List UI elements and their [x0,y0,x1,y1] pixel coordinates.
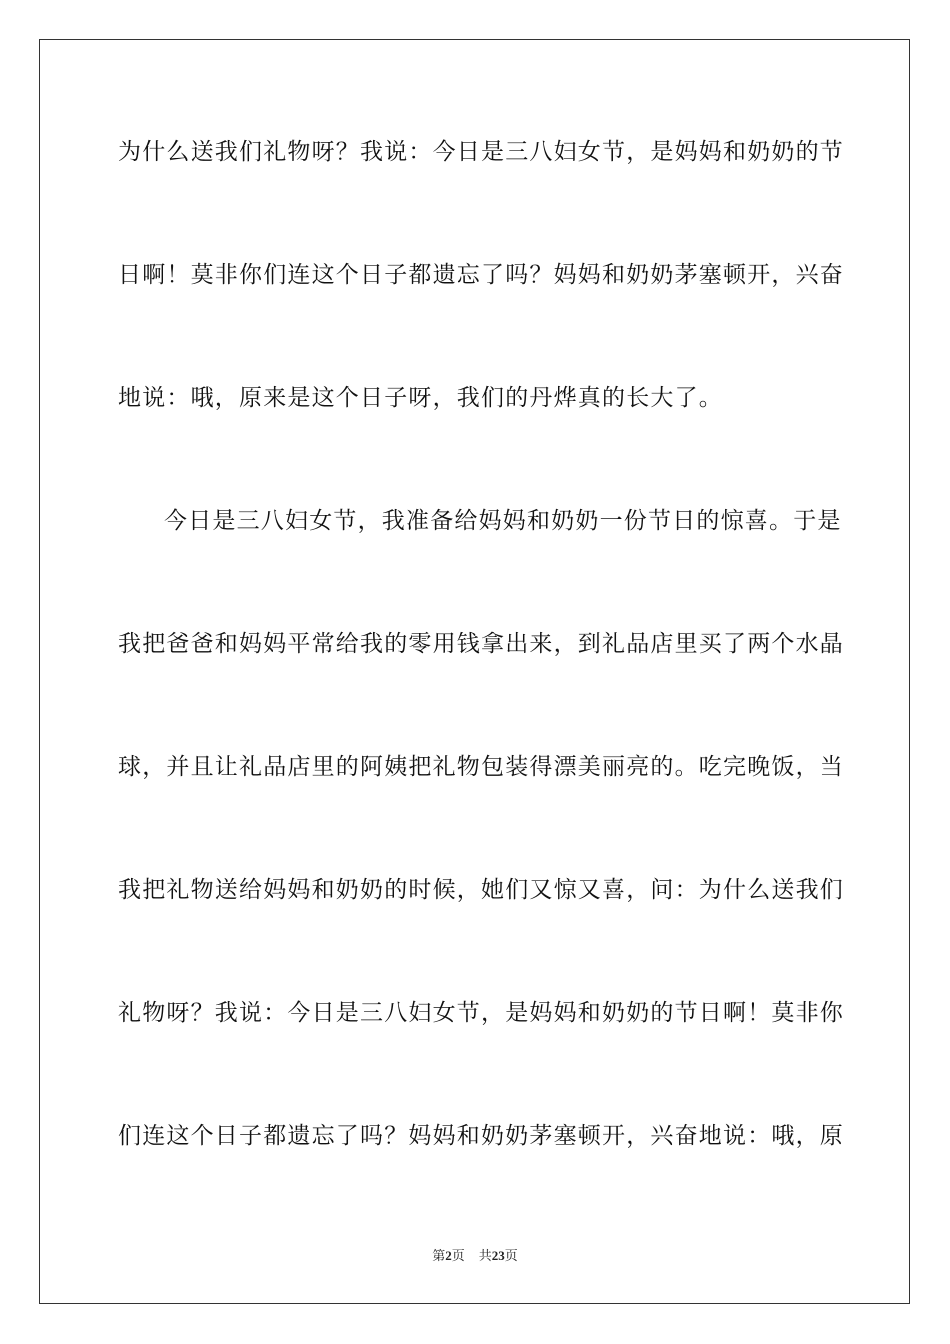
page-suffix: 页 [451,1249,465,1264]
total-prefix: 共 [478,1249,492,1264]
body-text-line: 为什么送我们礼物呀？我说：今日是三八妇女节，是妈妈和奶奶的节 [118,139,844,165]
current-page-number: 2 [445,1248,452,1263]
body-text-line: 日啊！莫非你们连这个日子都遗忘了吗？妈妈和奶奶茅塞顿开，兴奋 [118,262,844,288]
total-page-count: 23 [491,1248,505,1263]
body-text-line: 礼物呀？我说：今日是三八妇女节，是妈妈和奶奶的节日啊！莫非你 [118,1000,844,1026]
body-text-line: 我把爸爸和妈妈平常给我的零用钱拿出来，到礼品店里买了两个水晶 [118,631,844,657]
body-text-line: 地说：哦，原来是这个日子呀，我们的丹烨真的长大了。 [118,385,723,411]
body-text-line: 我把礼物送给妈妈和奶奶的时候，她们又惊又喜，问：为什么送我们 [118,877,844,903]
page-footer [0,1247,950,1266]
page-prefix: 第 [432,1249,446,1264]
total-suffix: 页 [504,1249,518,1264]
page-border [39,39,910,1304]
body-text-line: 们连这个日子都遗忘了吗？妈妈和奶奶茅塞顿开，兴奋地说：哦，原 [118,1123,844,1149]
body-text-line: 球，并且让礼品店里的阿姨把礼物包装得漂美丽亮的。吃完晚饭，当 [118,754,844,780]
paragraph-first-line: 今日是三八妇女节，我准备给妈妈和奶奶一份节日的惊喜。于是 [164,508,842,534]
